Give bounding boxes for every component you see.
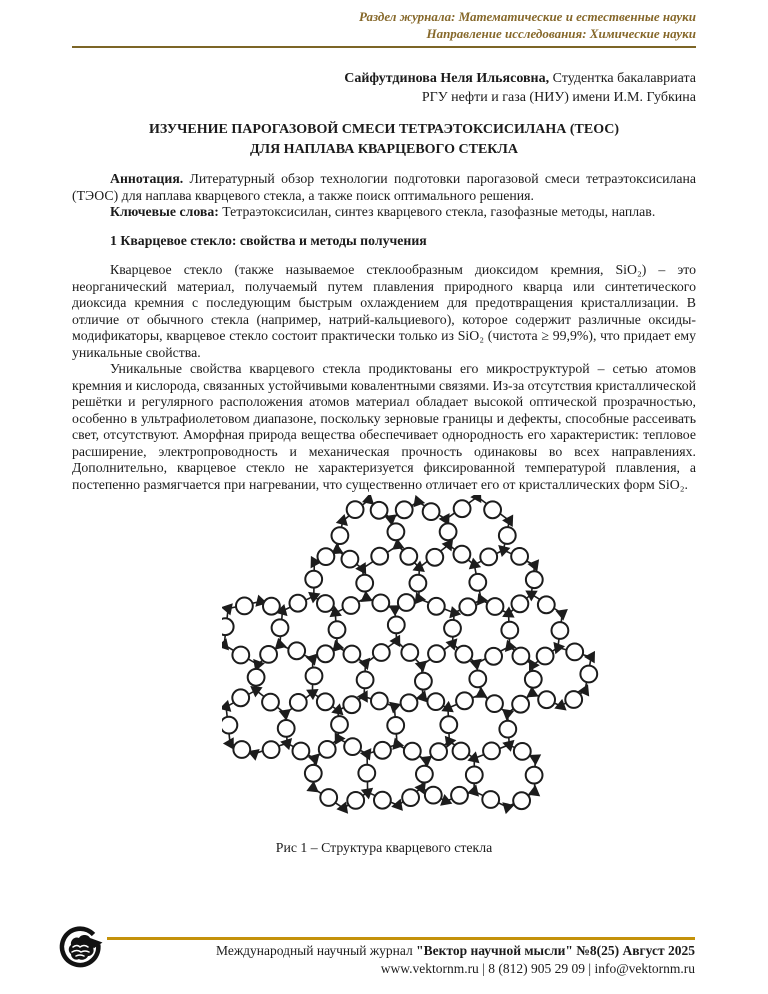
author-affiliation: РГУ нефти и газа (НИУ) имени И.М. Губкина: [421, 90, 696, 105]
footer-journal-name: "Вектор научной мысли" №8(25) Август 2025: [416, 943, 695, 958]
paper-title-line2: ДЛЯ НАПЛАВА КВАРЦЕВОГО СТЕКЛА: [250, 141, 518, 157]
body-paragraph-1: Кварцевое стекло (также называемое стеклообразным диоксидом кремния, SiO₂) – это неорганический материал, получаемый путем плавления природного кварца или синтетического диоксида кремния с последующим быстрым охлаждением для предотвращения кристаллизации. В отличие от обычного стекла (например, натрий-кальциевого), которое содержит различные оксиды-модификаторы, кварцевое стекло состоит практически только из SiO₂ (чистота ≥ 99,9%), что придает ему уникальные свойства.: [72, 262, 696, 360]
byline: [72, 69, 696, 107]
brain-circular-arrow-logo-icon: [57, 925, 103, 971]
abstract-text: Литературный обзор технологии подготовки парогазовой смеси тетраэтоксисилана (ТЭОС) для наплава кварцевого стекла, а также поиск оптимального решения.: [72, 171, 696, 203]
author-name: Сайфутдинова Неля Ильясовна,: [344, 71, 550, 86]
figure-caption: Рис 1 – Структура кварцевого стекла: [275, 840, 493, 855]
keywords-label: Ключевые слова:: [110, 204, 219, 219]
paper-title-line1: ИЗУЧЕНИЕ ПАРОГАЗОВОЙ СМЕСИ ТЕТРАЭТОКСИСИЛАНА (ТЕОС): [148, 122, 620, 137]
page-content: [72, 0, 696, 856]
paper-title: [72, 120, 696, 159]
quartz-network-svg: [222, 495, 607, 825]
footer-text: [216, 942, 695, 977]
quartz-structure-figure: [222, 495, 607, 825]
body-paragraph-2: Уникальные свойства кварцевого стекла продиктованы его микроструктурой – сетью атомов кремния и кислорода, связанных устойчивыми ковалентными связями. Из-за отсутствия кристаллической решётки и регулярного расположения атомов материал обладает высокой оптической прозрачностью, особенно в ультрафиолетовом диапазоне, поскольку зерновые границы и дефекты, способные рассеивать свет, отсутствуют. Аморфная природа вещества обеспечивает однородность его характеристик: тепловое расширение, электропроводность и механическая прочность одинаковы во всех направлениях. Дополнительно, кварцевое стекло не характеризуется фиксированной температурой плавления, а постепенно размягчается при нагревании, что существенно отличает его от кристаллических форм SiO₂.: [72, 361, 696, 492]
footer-journal-line: [216, 942, 695, 960]
footer-contacts: www.vektornm.ru | 8 (812) 905 29 09 | info@vektornm.ru: [380, 960, 695, 976]
byline-author-line: [72, 69, 696, 88]
abstract-label: Аннотация.: [110, 171, 184, 186]
section-heading: 1 Кварцевое стекло: свойства и методы получения: [110, 232, 427, 248]
running-head-line1: Раздел журнала: Математические и естественные науки: [359, 9, 696, 24]
running-head-line2: Направление исследования: Химические науки: [426, 26, 696, 41]
footer: [0, 922, 768, 994]
keywords-paragraph: [72, 204, 696, 221]
running-head: [72, 0, 696, 42]
abstract-paragraph: [72, 171, 696, 204]
footer-rule: [107, 937, 695, 940]
header-rule: [72, 46, 696, 48]
keywords-text: Тетраэтоксисилан, синтез кварцевого стекла, газофазные методы, наплав.: [218, 204, 656, 219]
author-degree: Студентка бакалавриата: [549, 71, 696, 86]
footer-journal-prefix: Международный научный журнал: [216, 943, 417, 958]
